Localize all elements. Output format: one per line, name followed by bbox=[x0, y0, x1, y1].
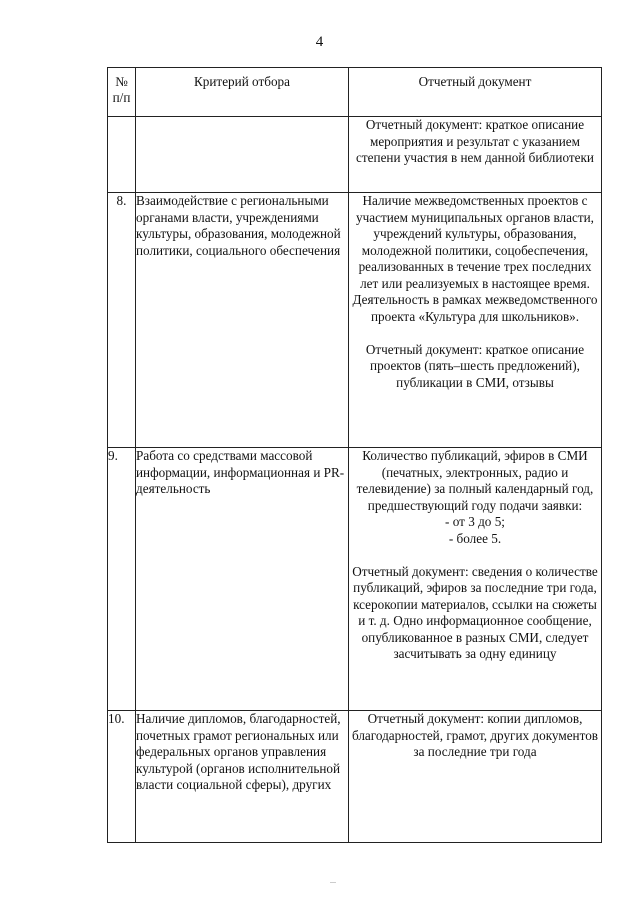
header-number-line2: п/п bbox=[112, 90, 131, 105]
row-document bbox=[349, 711, 602, 843]
row-criterion: Наличие дипломов, благодарностей, почетных грамот региональных или федеральных органов управления культурой (органов исполнительной власти социальной сферы), других bbox=[136, 711, 349, 843]
header-number-line1: № bbox=[115, 74, 128, 89]
row-criterion: Взаимодействие с региональными органами власти, учреждениями культуры, образования, молодежной политики, социального обеспечения bbox=[136, 193, 349, 448]
table-row-8 bbox=[108, 193, 602, 448]
row-document-para1: Наличие межведомственных проектов с участием муниципальных органов власти, учреждений культуры, образования, молодежной политики, соцобеспечения, реализованных в течение трех последних лет или реализуемых в настоящее время. Деятельность в рамках межведомственного проекта «Культура для школьников». bbox=[352, 193, 598, 324]
row-document bbox=[349, 448, 602, 711]
row-document-item1: - от 3 до 5; bbox=[445, 514, 505, 529]
row-document bbox=[349, 117, 602, 193]
criteria-table bbox=[107, 67, 602, 843]
row-document-item2: - более 5. bbox=[448, 530, 502, 546]
row-document bbox=[349, 193, 602, 448]
table-row-10 bbox=[108, 711, 602, 843]
row-number: 9. bbox=[108, 448, 136, 711]
table-row-9 bbox=[108, 448, 602, 711]
row-document-para2: Отчетный документ: сведения о количестве публикаций, эфиров за последние три года, ксерокопии материалов, ссылки на сюжеты и т. д. Одно информационное сообщение, опубликованное в разных СМИ, следует засчитывать за одну единицу bbox=[352, 563, 598, 661]
table-header-row bbox=[108, 68, 602, 117]
header-document: Отчетный документ bbox=[349, 68, 602, 117]
table-row-continuation bbox=[108, 117, 602, 193]
header-criterion: Критерий отбора bbox=[136, 68, 349, 117]
row-document-para1: Отчетный документ: копии дипломов, благодарностей, грамот, других документов за последние три года bbox=[351, 711, 599, 759]
row-criterion: Работа со средствами массовой информации, информационная и PR-деятельность bbox=[136, 448, 349, 711]
row-document-text: Отчетный документ: краткое описание мероприятия и результат с указанием степени участия в нем данной библиотеки bbox=[356, 117, 594, 165]
row-document-para1: Количество публикаций, эфиров в СМИ (печатных, электронных, радио и телевидение) за полный календарный год, предшествующий году подачи заявки: bbox=[356, 448, 594, 513]
row-document-para2: Отчетный документ: краткое описание проектов (пять–шесть предложений), публикации в СМИ, отзывы bbox=[365, 341, 585, 390]
row-number: 10. bbox=[108, 711, 136, 843]
row-number bbox=[108, 117, 136, 193]
row-number: 8. bbox=[108, 193, 136, 448]
header-number bbox=[108, 68, 136, 117]
scan-speck bbox=[330, 882, 336, 883]
row-criterion bbox=[136, 117, 349, 193]
page-number: 4 bbox=[315, 34, 324, 50]
